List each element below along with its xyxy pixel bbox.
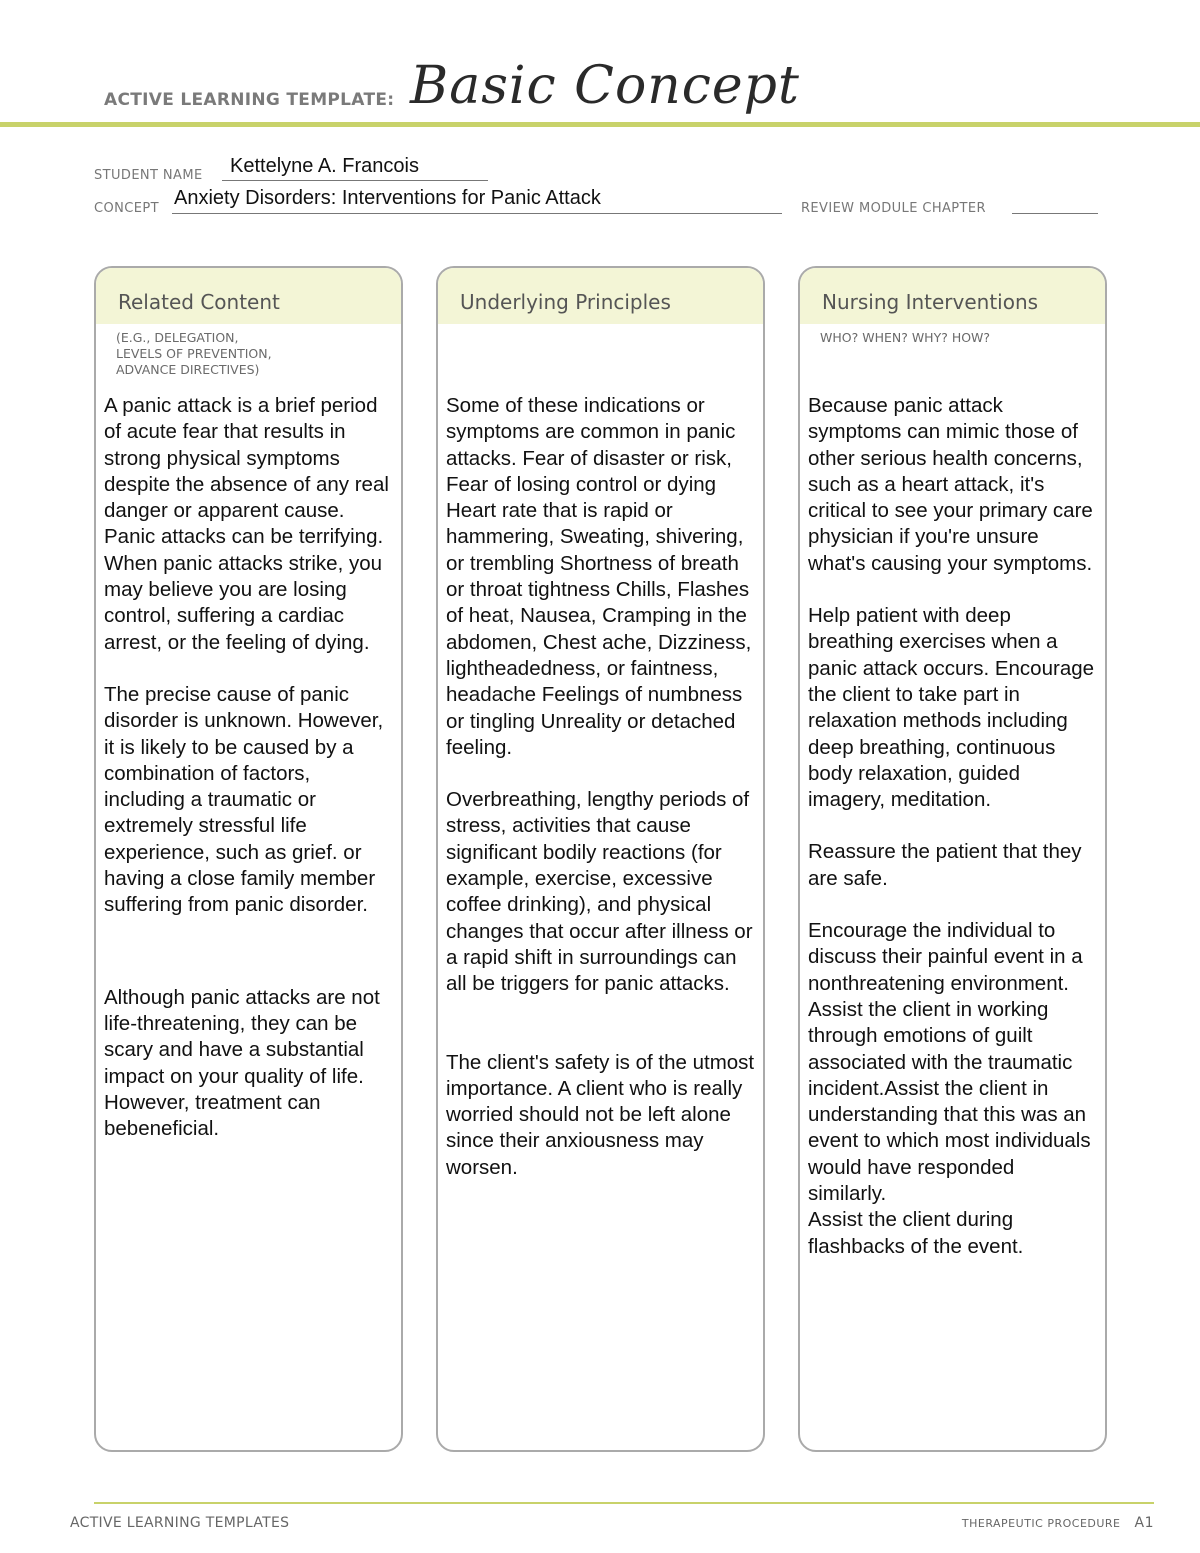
panel-header xyxy=(438,268,763,324)
concept-label: CONCEPT xyxy=(94,201,159,216)
panel-header xyxy=(800,268,1105,324)
footer-procedure-label: THERAPEUTIC PROCEDURE xyxy=(961,1517,1121,1530)
footer-page-number: A1 xyxy=(1134,1515,1154,1531)
template-label: ACTIVE LEARNING TEMPLATE: xyxy=(104,90,395,110)
panel-body[interactable] xyxy=(808,393,1097,1260)
panel-title: Nursing Interventions xyxy=(822,290,1039,314)
paragraph: Reassure the patient that they are safe. xyxy=(808,840,1082,890)
footer-divider xyxy=(94,1502,1154,1504)
student-name-label: STUDENT NAME xyxy=(94,168,203,183)
review-module-label: REVIEW MODULE CHAPTER xyxy=(801,201,986,216)
paragraph: A panic attack is a brief period of acute fear that results in strong physical symptoms despite the absence of any real danger or apparent cause. Panic attacks can be terrifying. When panic attacks strike, you may believe you are losing control, suffering a cardiac arrest, or the feeling of dying. xyxy=(104,394,389,654)
paragraph: Some of these indications or symptoms are common in panic attacks. Fear of disaster or risk, Fear of losing control or dying Heart rate that is rapid or hammering, Sweating, shivering, or trembling Shortness of breath or throat tightness Chills, Flashes of heat, Nausea, Cramping in the abdomen, Chest ache, Dizziness, lightheadedness, or faintness, headache Feelings of numbness or tingling Unreality or detached feeling. xyxy=(446,394,752,759)
paragraph: Although panic attacks are not life-threatening, they can be scary and have a substantial impact on your quality of life. However, treatment can bebeneficial. xyxy=(104,985,380,1141)
panel-title: Related Content xyxy=(118,290,280,314)
student-name-row xyxy=(94,166,203,184)
panel-subtitle: WHO? WHEN? WHY? HOW? xyxy=(820,330,991,345)
template-title: Basic Concept xyxy=(410,56,800,116)
panel-subtitle: (E.G., DELEGATION, LEVELS OF PREVENTION, ADVANCE DIRECTIVES) xyxy=(116,330,272,377)
concept-underline xyxy=(172,213,782,214)
concept-row xyxy=(94,199,159,217)
paragraph: Encourage the individual to discuss their painful event in a nonthreatening environment. Assist the client in working through emotions of guilt associated with the traumatic incident.Assist the client in understanding that this was an event to which most individuals would have responded similarly. xyxy=(808,919,1091,1206)
footer-right xyxy=(962,1515,1154,1531)
panel-body[interactable] xyxy=(446,393,755,1181)
header-divider xyxy=(0,122,1200,127)
student-name-value[interactable]: Kettelyne A. Francois xyxy=(230,155,419,177)
panel-body[interactable] xyxy=(104,393,393,1142)
student-name-underline xyxy=(222,180,488,181)
paragraph: Assist the client during flashbacks of the event. xyxy=(808,1208,1024,1258)
review-module-underline[interactable] xyxy=(1012,213,1098,214)
footer-left-label: ACTIVE LEARNING TEMPLATES xyxy=(70,1515,290,1531)
paragraph: Because panic attack symptoms can mimic those of other serious health concerns, such as a heart attack, it's critical to see your primary care physician if you're unsure what's causing your symptoms. xyxy=(808,394,1093,575)
panel-nursing-interventions xyxy=(798,266,1107,1452)
panel-title: Underlying Principles xyxy=(460,290,671,314)
review-module-row xyxy=(801,199,986,217)
panel-header xyxy=(96,268,401,324)
panel-underlying-principles xyxy=(436,266,765,1452)
paragraph: Help patient with deep breathing exercises when a panic attack occurs. Encourage the client to take part in relaxation methods including deep breathing, continuous body relaxation, guided imagery, meditation. xyxy=(808,604,1095,812)
paragraph: The precise cause of panic disorder is unknown. However, it is likely to be caused by a combination of factors, including a traumatic or extremely stressful life experience, such as grief. or having a close family member suffering from panic disorder. xyxy=(104,682,384,917)
paragraph: Overbreathing, lengthy periods of stress, activities that cause significant bodily reactions (for example, exercise, excessive coffee drinking), and physical changes that occur after illness or a rapid shift in surroundings can all be triggers for panic attacks. xyxy=(446,788,753,996)
concept-value[interactable]: Anxiety Disorders: Interventions for Panic Attack xyxy=(174,187,601,209)
paragraph: The client's safety is of the utmost importance. A client who is really worried should not be left alone since their anxiousness may worsen. xyxy=(446,1050,755,1179)
panel-related-content xyxy=(94,266,403,1452)
